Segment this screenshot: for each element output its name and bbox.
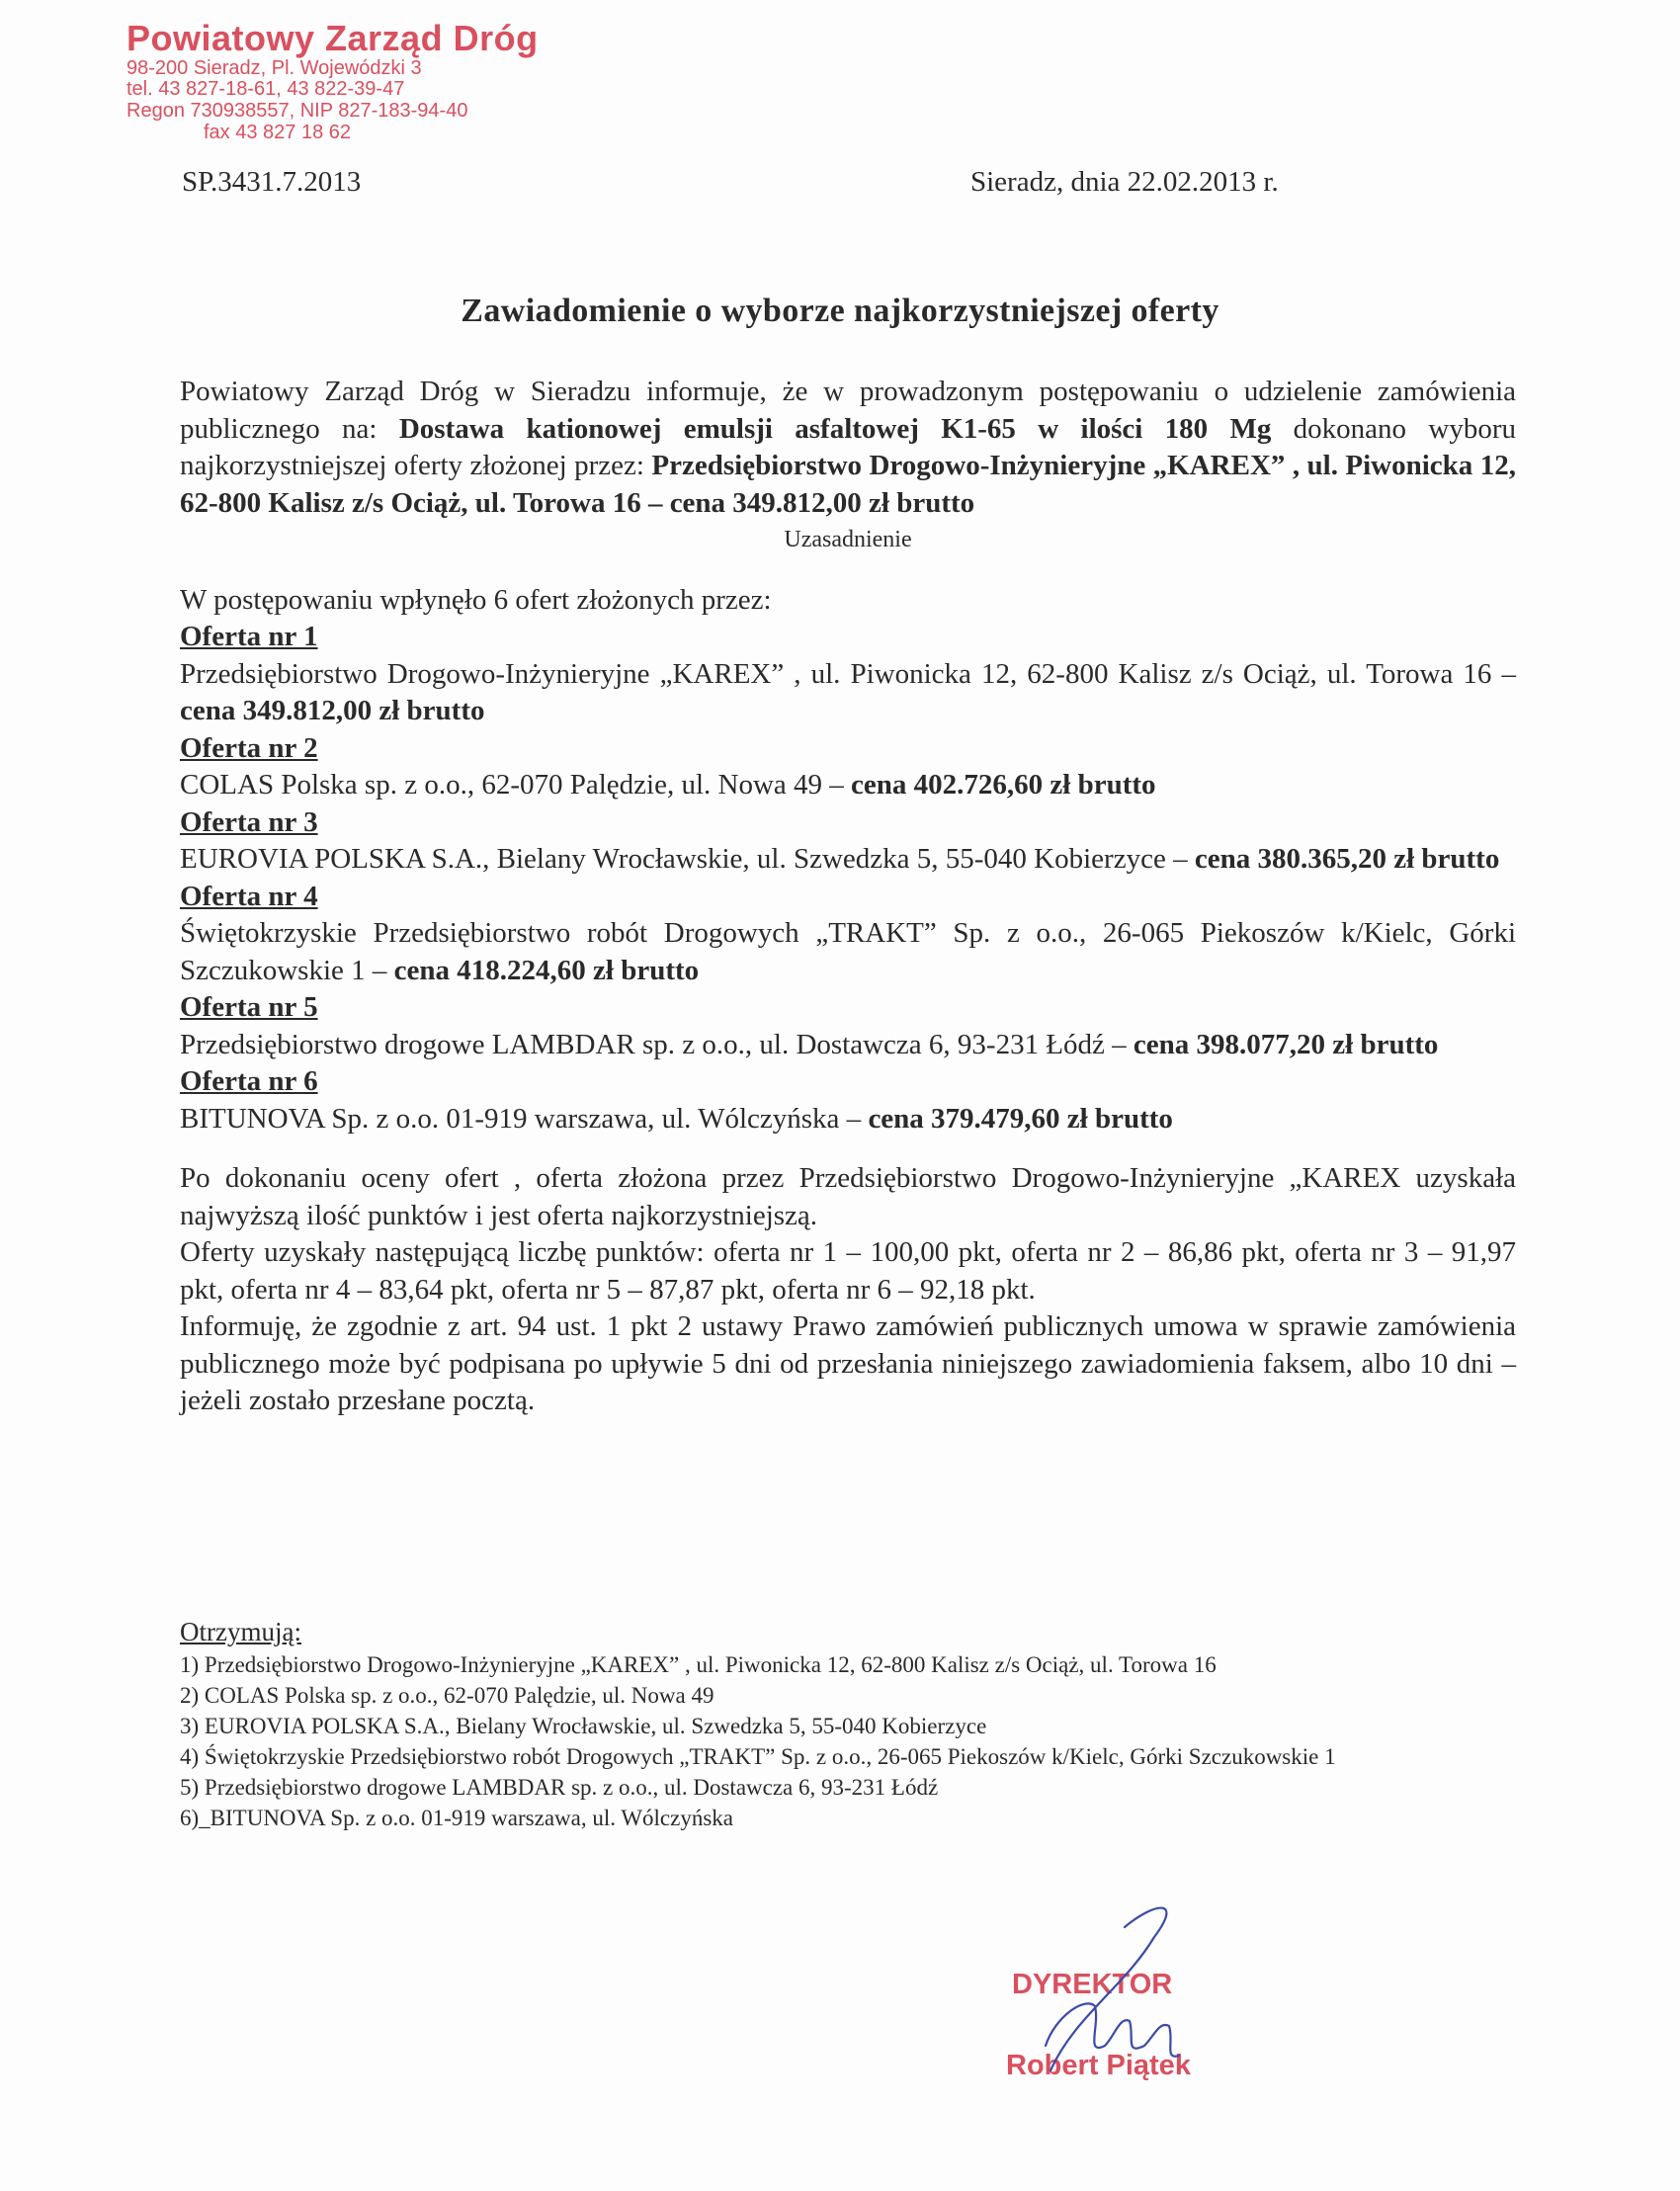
signature-block <box>1006 1897 1243 2095</box>
signature-role: DYREKTOR <box>1012 1969 1173 2000</box>
recipient-item: 2) COLAS Polska sp. z o.o., 62-070 Palędzie, ul. Nowa 49 <box>180 1683 714 1708</box>
points-paragraph: Oferty uzyskały następującą liczbę punktów: oferta nr 1 – 100,00 pkt, oferta nr 2 – 86,86 pkt, oferta nr 3 – 91,97 pkt, oferta nr 4 – 83,64 pkt, oferta nr 5 – 87,87 pkt, oferta nr 6 – 92,18 pkt. <box>180 1236 1516 1306</box>
stamp-phone: tel. 43 827-18-61, 43 822-39-47 <box>126 78 405 101</box>
stamp-org-name: Powiatowy Zarząd Dróg <box>126 18 539 58</box>
offer-price: cena 349.812,00 zł brutto <box>180 695 485 726</box>
intro-text-1: Powiatowy Zarząd Dróg w Sieradzu informuje, że w prowadzonym postępowaniu o udzielenie zamówienia publicznego na: <box>180 376 1516 445</box>
recipients-list <box>180 1614 1459 1833</box>
offer-label: Oferta nr 6 <box>180 1065 318 1097</box>
offers-intro: W postępowaniu wpłynęło 6 ofert złożonych przez: <box>180 583 772 616</box>
recipients-heading: Otrzymują: <box>180 1617 301 1646</box>
intro-winner: Przedsiębiorstwo Drogowo-Inżynieryjne „KAREX” , ul. Piwonicka 12, 62-800 Kalisz z/s Ociąż, ul. Torowa 16 – cena 349.812,00 zł brutto <box>180 450 1516 519</box>
offer-price: cena 402.726,60 zł brutto <box>851 769 1156 801</box>
offer-bidder: COLAS Polska sp. z o.o., 62-070 Palędzie, ul. Nowa 49 – <box>180 769 852 801</box>
offer-label: Oferta nr 2 <box>180 731 318 764</box>
offer-price: cena 398.077,20 zł brutto <box>1133 1028 1439 1060</box>
offer-bidder: EUROVIA POLSKA S.A., Bielany Wrocławskie, ul. Szwedzka 5, 55-040 Kobierzyce – <box>180 843 1195 875</box>
handwritten-signature-icon <box>1006 1897 1243 2095</box>
document-title: Zawiadomienie o wyborze najkorzystniejszej oferty <box>461 293 1219 329</box>
offer-detail <box>180 1027 1516 1064</box>
recipient-item: 6)_BITUNOVA Sp. z o.o. 01-919 warszawa, ul. Wólczyńska <box>180 1806 733 1830</box>
letter-body <box>180 374 1516 1420</box>
recipient-item: 4) Świętokrzyskie Przedsiębiorstwo robót Drogowych „TRAKT” Sp. z o.o., 26-065 Piekoszów k/Kielc, Górki Szczukowskie 1 <box>180 1744 1336 1769</box>
intro-paragraph <box>180 374 1516 522</box>
offer-label: Oferta nr 1 <box>180 621 318 652</box>
offer-bidder: Przedsiębiorstwo Drogowo-Inżynieryjne „KAREX” , ul. Piwonicka 12, 62-800 Kalisz z/s Ociąż, ul. Torowa 16 – <box>180 657 1516 690</box>
intro-text-2: dokonano wyboru najkorzystniejszej oferty złożonej przez: <box>180 412 1516 481</box>
stamp-fax: fax 43 827 18 62 <box>204 121 352 143</box>
stamp-address: 98-200 Sieradz, Pl. Wojewódzki 3 <box>126 56 422 79</box>
legal-notice-paragraph: Informuję, że zgodnie z art. 94 ust. 1 pkt 2 ustawy Prawo zamówień publicznych umowa w sprawie zamówienia publicznego może być podpisana po upływie 5 dni od przesłania niniejszego zawiadomienia faksem, albo 10 dni – jeżeli zostało przesłane pocztą. <box>180 1310 1516 1416</box>
offer-bidder: Świętokrzyskie Przedsiębiorstwo robót Drogowych „TRAKT” Sp. z o.o., 26-065 Piekoszów k/Kielc, Górki Szczukowskie 1 – <box>180 917 1516 986</box>
offer-price: cena 380.365,20 zł brutto <box>1194 843 1500 875</box>
letterhead-stamp <box>126 20 539 143</box>
reference-number: SP.3431.7.2013 <box>182 166 362 198</box>
offer-price: cena 418.224,60 zł brutto <box>393 954 700 986</box>
offer-detail <box>180 915 1516 989</box>
recipient-item: 3) EUROVIA POLSKA S.A., Bielany Wrocławskie, ul. Szwedzka 5, 55-040 Kobierzyce <box>180 1714 987 1738</box>
stamp-ids: Regon 730938557, NIP 827-183-94-40 <box>126 100 468 123</box>
evaluation-paragraph: Po dokonaniu oceny ofert , oferta złożona przez Przedsiębiorstwo Drogowo-Inżynieryjne „KAREX uzyskała najwyższą ilość punktów i jest oferta najkorzystniejszą. <box>180 1162 1516 1231</box>
offer-label: Oferta nr 5 <box>180 991 318 1023</box>
offer-detail <box>180 1101 1516 1138</box>
offer-price: cena 379.479,60 zł brutto <box>868 1102 1173 1135</box>
offer-bidder: Przedsiębiorstwo drogowe LAMBDAR sp. z o.o., ul. Dostawcza 6, 93-231 Łódź – <box>180 1028 1134 1060</box>
letter-date: Sieradz, dnia 22.02.2013 r. <box>970 166 1279 198</box>
offer-detail <box>180 841 1516 879</box>
signature-name: Robert Piątek <box>1006 2050 1191 2081</box>
recipient-item: 5) Przedsiębiorstwo drogowe LAMBDAR sp. z o.o., ul. Dostawcza 6, 93-231 Łódź <box>180 1775 939 1800</box>
offer-label: Oferta nr 3 <box>180 805 318 838</box>
offer-detail <box>180 767 1516 804</box>
offer-bidder: BITUNOVA Sp. z o.o. 01-919 warszawa, ul. Wólczyńska – <box>180 1102 869 1135</box>
intro-subject: Dostawa kationowej emulsji asfaltowej K1-65 w ilości 180 Mg <box>398 412 1272 445</box>
offer-label: Oferta nr 4 <box>180 880 318 912</box>
offer-detail <box>180 656 1516 730</box>
justification-heading: Uzasadnienie <box>784 527 912 552</box>
recipient-item: 1) Przedsiębiorstwo Drogowo-Inżynieryjne „KAREX” , ul. Piwonicka 12, 62-800 Kalisz z/s Ociąż, ul. Torowa 16 <box>180 1652 1217 1677</box>
